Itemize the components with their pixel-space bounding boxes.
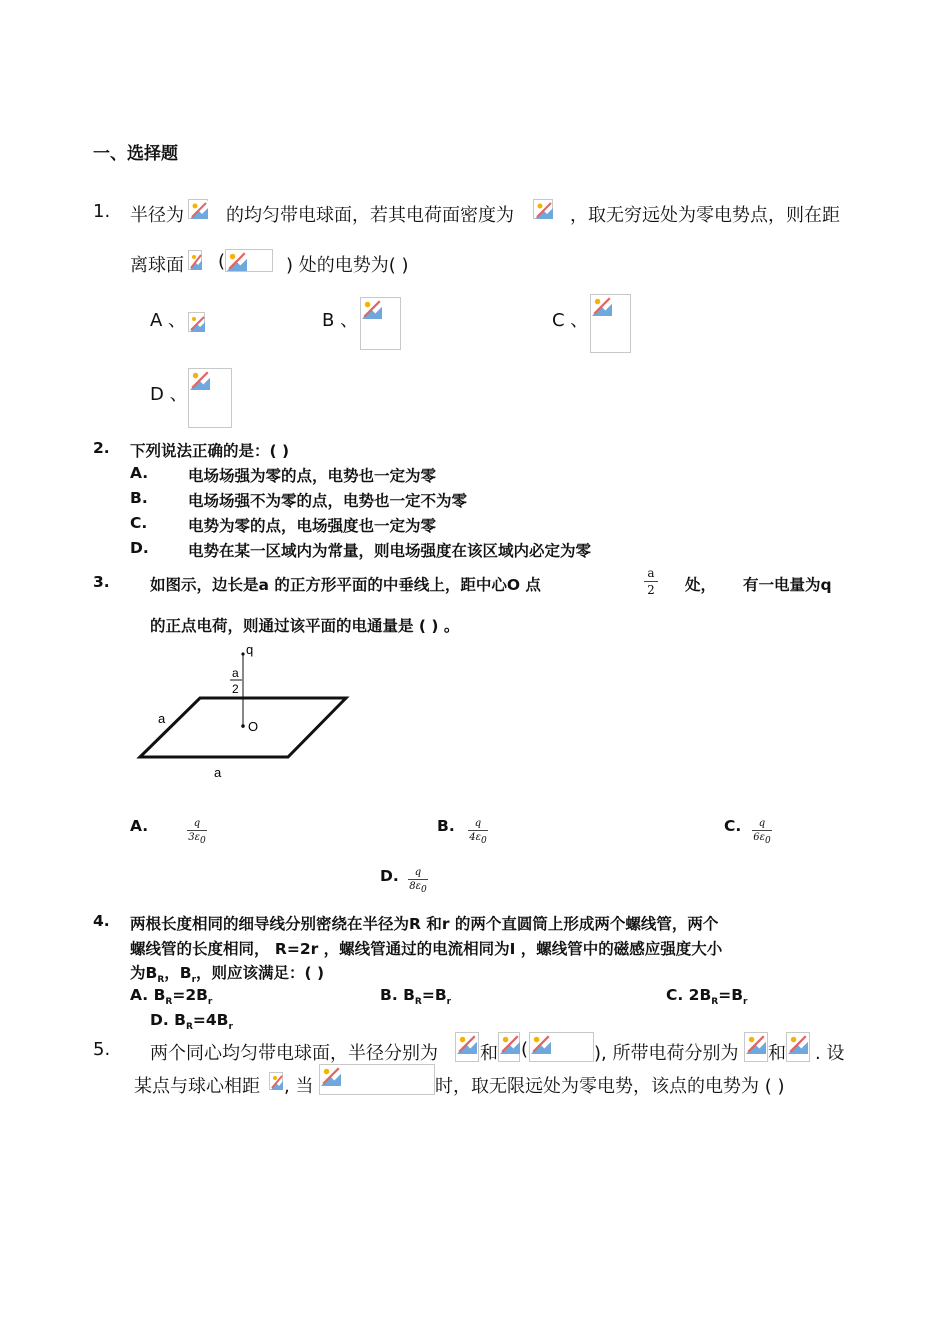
q1-text-part1: 半径为 [130, 205, 184, 226]
subscript: r [228, 1022, 233, 1033]
option-text: =B [718, 986, 744, 1004]
label-a-num: a [232, 666, 239, 680]
q4-option-a [130, 986, 212, 1007]
q5-text-part8: , 当 [284, 1076, 314, 1097]
q4-line3-text: ，B [164, 964, 192, 982]
broken-image-icon [188, 368, 232, 428]
q1-text-part4: 离球面 [130, 255, 184, 276]
label-side-bottom: a [214, 765, 222, 780]
q5-text-part3: ( [521, 1039, 529, 1060]
q5-text-part7: 某点与球心相距 [134, 1076, 260, 1097]
broken-image-icon [455, 1032, 479, 1062]
q3-option-d-label: D. [380, 867, 399, 885]
q3-option-c-label: C. [724, 817, 742, 835]
q5-text-part2: 和 [480, 1043, 498, 1064]
q2-option-b-label: B. [130, 489, 148, 507]
subscript: r [446, 997, 452, 1008]
subscript: R [414, 997, 422, 1008]
fraction-numerator: q [193, 818, 201, 829]
denominator-subscript: 0 [421, 885, 427, 895]
q1-text-part5: ( [218, 251, 226, 272]
q2-stem: 下列说法正确的是：( ) [130, 442, 290, 460]
q2-option-a-text: 电场场强为零的点，电势也一定为零 [188, 467, 437, 485]
option-text: D. B [150, 1011, 186, 1029]
q3-text-part3: 有一电量为q [743, 576, 832, 594]
broken-image-icon [529, 1032, 594, 1062]
broken-image-icon [269, 1072, 283, 1090]
q2-option-a-label: A. [130, 464, 149, 482]
fraction-numerator: a [647, 566, 655, 580]
q1-option-d-label: D 、 [150, 384, 188, 405]
q2-option-c-text: 电势为零的点，电场强度也一定为零 [188, 517, 437, 535]
fraction-bar [752, 830, 772, 831]
q3-number: 3. [93, 573, 110, 591]
q1-text-part3: ，取无穷远处为零电势点，则在距 [570, 205, 840, 226]
q4-line2: 螺线管的长度相同， R=2r ，螺线管通过的电流相同为I ，螺线管中的磁感应强度大小 [130, 940, 723, 958]
q2-option-d-label: D. [130, 539, 149, 557]
subscript: r [191, 975, 197, 986]
subscript: R [185, 1022, 193, 1033]
q3-text-part1: 如图示，边长是a 的正方形平面的中垂线上，距中心O 点 [150, 576, 541, 594]
q3-option-a-label: A. [130, 817, 149, 835]
fraction-denominator [408, 881, 428, 895]
broken-image-icon [590, 294, 631, 353]
q4-option-c [666, 986, 747, 1007]
q3-distance-fraction [644, 566, 658, 597]
fraction-bar [408, 879, 428, 880]
denominator-text: 8ε [409, 881, 421, 892]
section-title: 一、选择题 [93, 144, 178, 164]
broken-image-icon [319, 1064, 435, 1095]
broken-image-icon [533, 199, 553, 219]
charge-point [241, 652, 244, 655]
denominator-text: 3ε [188, 832, 200, 843]
broken-image-icon [360, 297, 401, 350]
broken-image-icon [188, 250, 202, 270]
q4-option-d [150, 1011, 233, 1032]
q5-text-part4: ), 所带电荷分别为 [594, 1043, 739, 1064]
fraction-denominator [187, 832, 207, 846]
broken-image-icon [744, 1032, 768, 1062]
label-q: q [246, 642, 254, 657]
q4-line3-text: ，则应该满足：( ) [196, 964, 325, 982]
option-text: =B [421, 986, 447, 1004]
center-point [241, 724, 245, 728]
q3-text-part2: 处， [685, 576, 717, 594]
q3-option-b-label: B. [437, 817, 455, 835]
option-text: C. 2B [666, 986, 712, 1004]
q2-option-b-text: 电场场强不为零的点，电势也一定不为零 [188, 492, 468, 510]
q2-option-d-text: 电势在某一区域内为常量，则电场强度在该区域内必定为零 [188, 542, 592, 560]
q1-text-part2: 的均匀带电球面，若其电荷面密度为 [226, 205, 514, 226]
broken-image-icon [786, 1032, 810, 1062]
label-o: O [248, 719, 259, 734]
subscript: r [743, 997, 748, 1008]
q5-text-part1: 两个同心均匀带电球面，半径分别为 [150, 1043, 438, 1064]
option-text: =2B [172, 986, 208, 1004]
label-a-den: 2 [232, 682, 239, 696]
fraction-bar [468, 830, 488, 831]
q3-option-b-fraction [468, 818, 488, 846]
q4-line3-text: 为B [130, 964, 158, 982]
q3-option-a-fraction [187, 818, 207, 846]
broken-image-icon [498, 1032, 520, 1062]
denominator-subscript: 0 [200, 836, 206, 846]
q1-option-c-label: C 、 [552, 310, 589, 331]
denominator-text: 4ε [469, 832, 481, 843]
q1-option-b-label: B 、 [322, 310, 359, 331]
fraction-denominator: 2 [647, 583, 655, 597]
q3-option-d-fraction [408, 867, 428, 895]
fraction-bar [187, 830, 207, 831]
denominator-subscript: 0 [765, 836, 771, 846]
fraction-denominator [752, 832, 772, 846]
q3-option-c-fraction [752, 818, 772, 846]
broken-image-icon [188, 199, 208, 219]
subscript: R [157, 975, 165, 986]
fraction-numerator: q [414, 867, 422, 878]
fraction-denominator [468, 832, 488, 846]
option-text: A. B [130, 986, 166, 1004]
fraction-numerator: q [758, 818, 766, 829]
option-text: =4B [192, 1011, 229, 1029]
broken-image-icon [225, 249, 273, 272]
q1-text-part6: ) 处的电势为( ) [286, 255, 409, 276]
q5-number: 5. [93, 1039, 111, 1060]
fraction-numerator: q [474, 818, 482, 829]
q4-line3 [130, 961, 324, 985]
denominator-subscript: 0 [481, 836, 487, 846]
subscript: R [165, 997, 173, 1008]
denominator-text: 6ε [753, 832, 765, 843]
q4-number: 4. [93, 912, 110, 930]
q4-option-b [380, 986, 451, 1007]
q3-text-part4: 的正点电荷，则通过该平面的电通量是 ( ) 。 [150, 617, 460, 635]
q5-text-part6: . 设 [815, 1043, 845, 1064]
q5-text-part5: 和 [768, 1043, 786, 1064]
subscript: r [207, 997, 213, 1008]
square-plane-figure [130, 640, 370, 790]
q2-number: 2. [93, 439, 110, 457]
fraction-bar [644, 581, 658, 582]
q1-number: 1. [93, 201, 111, 222]
q2-option-c-label: C. [130, 514, 148, 532]
broken-image-icon [188, 312, 205, 332]
q5-text-part9: 时，取无限远处为零电势，该点的电势为 ( ) [435, 1076, 785, 1097]
subscript: R [711, 997, 719, 1008]
option-text: B. B [380, 986, 415, 1004]
q1-option-a-label: A 、 [150, 310, 187, 331]
label-side-left: a [158, 711, 166, 726]
q4-line1: 两根长度相同的细导线分别密绕在半径为R 和r 的两个直圆筒上形成两个螺线管，两个 [130, 915, 719, 933]
